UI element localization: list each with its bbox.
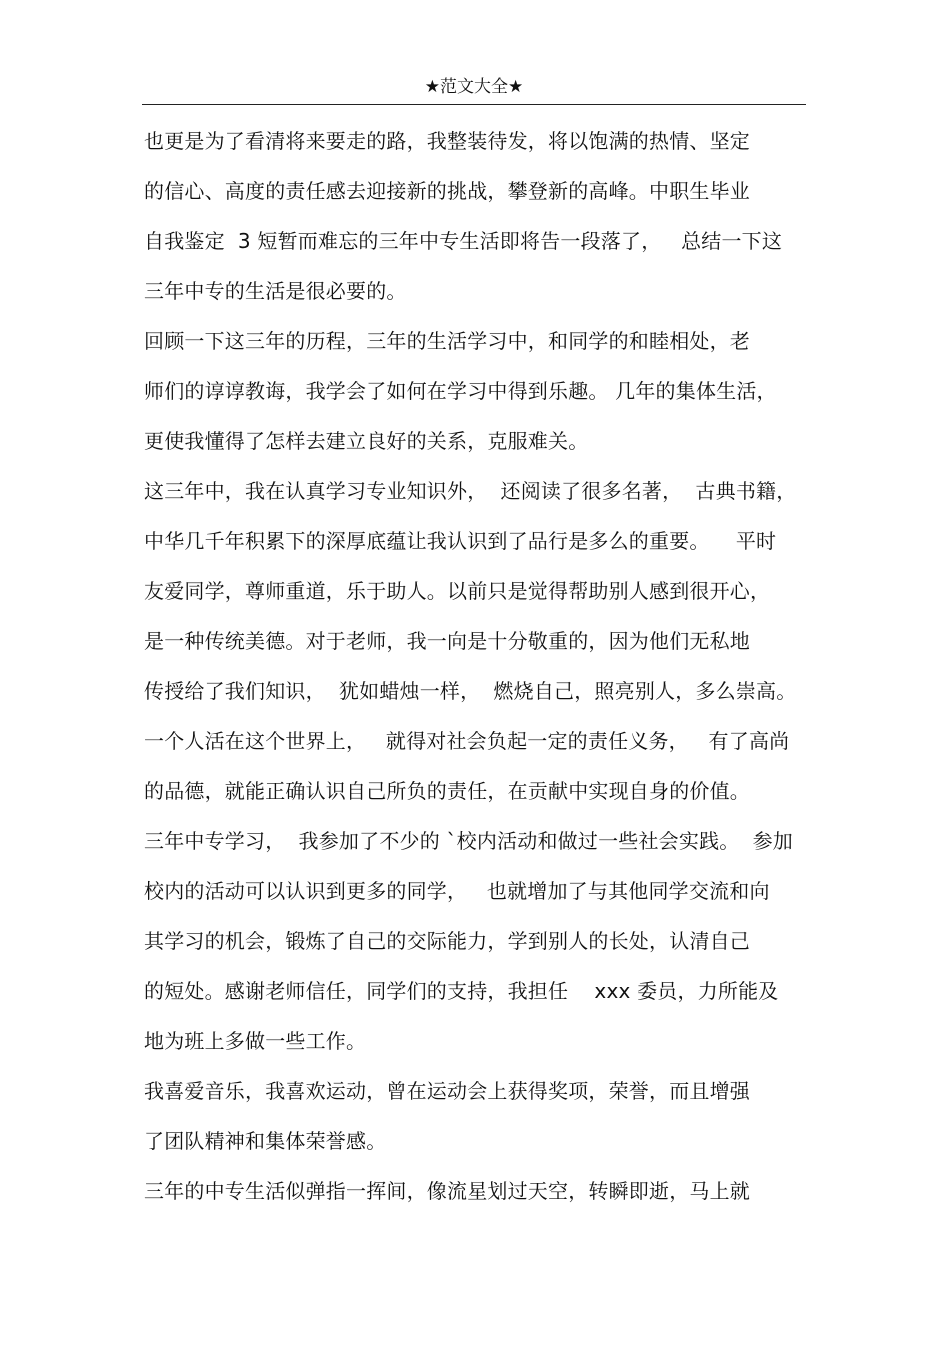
body-text-line: 其学习的机会，锻炼了自己的交际能力，学到别人的长处，认清自己 <box>144 929 750 953</box>
body-text-line: 传授给了我们知识， 犹如蜡烛一样， 燃烧自己，照亮别人，多么崇高。 <box>144 679 797 703</box>
body-text-line: 的品德，就能正确认识自己所负的责任，在贡献中实现自身的价值。 <box>144 779 750 803</box>
body-text-line: 了团队精神和集体荣誉感。 <box>144 1129 387 1153</box>
body-text-line: 的信心、高度的责任感去迎接新的挑战，攀登新的高峰。中职生毕业 <box>144 179 750 203</box>
body-text-line: 的短处。感谢老师信任，同学们的支持，我担任 xxx 委员，力所能及 <box>144 979 779 1003</box>
body-text-line: 回顾一下这三年的历程，三年的生活学习中，和同学的和睦相处，老 <box>144 329 750 353</box>
body-text-line: 三年的中专生活似弹指一挥间，像流星划过天空，转瞬即逝，马上就 <box>144 1179 750 1203</box>
body-text-line: 师们的谆谆教诲，我学会了如何在学习中得到乐趣。 几年的集体生活， <box>144 379 777 403</box>
body-text-line: 友爱同学，尊师重道，乐于助人。以前只是觉得帮助别人感到很开心， <box>144 579 771 603</box>
body-text-line: 这三年中，我在认真学习专业知识外， 还阅读了很多名著， 古典书籍， <box>144 479 797 503</box>
page-header-title: ★范文大全★ <box>424 77 524 97</box>
body-text-line: 三年中专的生活是很必要的。 <box>144 279 407 303</box>
body-text-line: 是一种传统美德。对于老师，我一向是十分敬重的，因为他们无私地 <box>144 629 750 653</box>
body-text-line: 自我鉴定 3 短暂而难忘的三年中专生活即将告一段落了， 总结一下这 <box>144 229 783 253</box>
header-divider <box>142 104 806 105</box>
body-text-line: 中华几千年积累下的深厚底蕴让我认识到了品行是多么的重要。 平时 <box>144 529 777 553</box>
body-text-line: 校内的活动可以认识到更多的同学， 也就增加了与其他同学交流和向 <box>144 879 770 903</box>
body-text-line: 更使我懂得了怎样去建立良好的关系，克服难关。 <box>144 429 589 453</box>
body-text-line: 三年中专学习， 我参加了不少的 `校内活动和做过一些社会实践。 参加 <box>144 829 793 853</box>
body-text-line: 也更是为了看清将来要走的路，我整装待发，将以饱满的热情、坚定 <box>144 129 750 153</box>
body-text-line: 一个人活在这个世界上， 就得对社会负起一定的责任义务， 有了高尚 <box>144 729 790 753</box>
body-text-line: 我喜爱音乐，我喜欢运动，曾在运动会上获得奖项，荣誉，而且增强 <box>144 1079 750 1103</box>
body-text-line: 地为班上多做一些工作。 <box>144 1029 367 1053</box>
